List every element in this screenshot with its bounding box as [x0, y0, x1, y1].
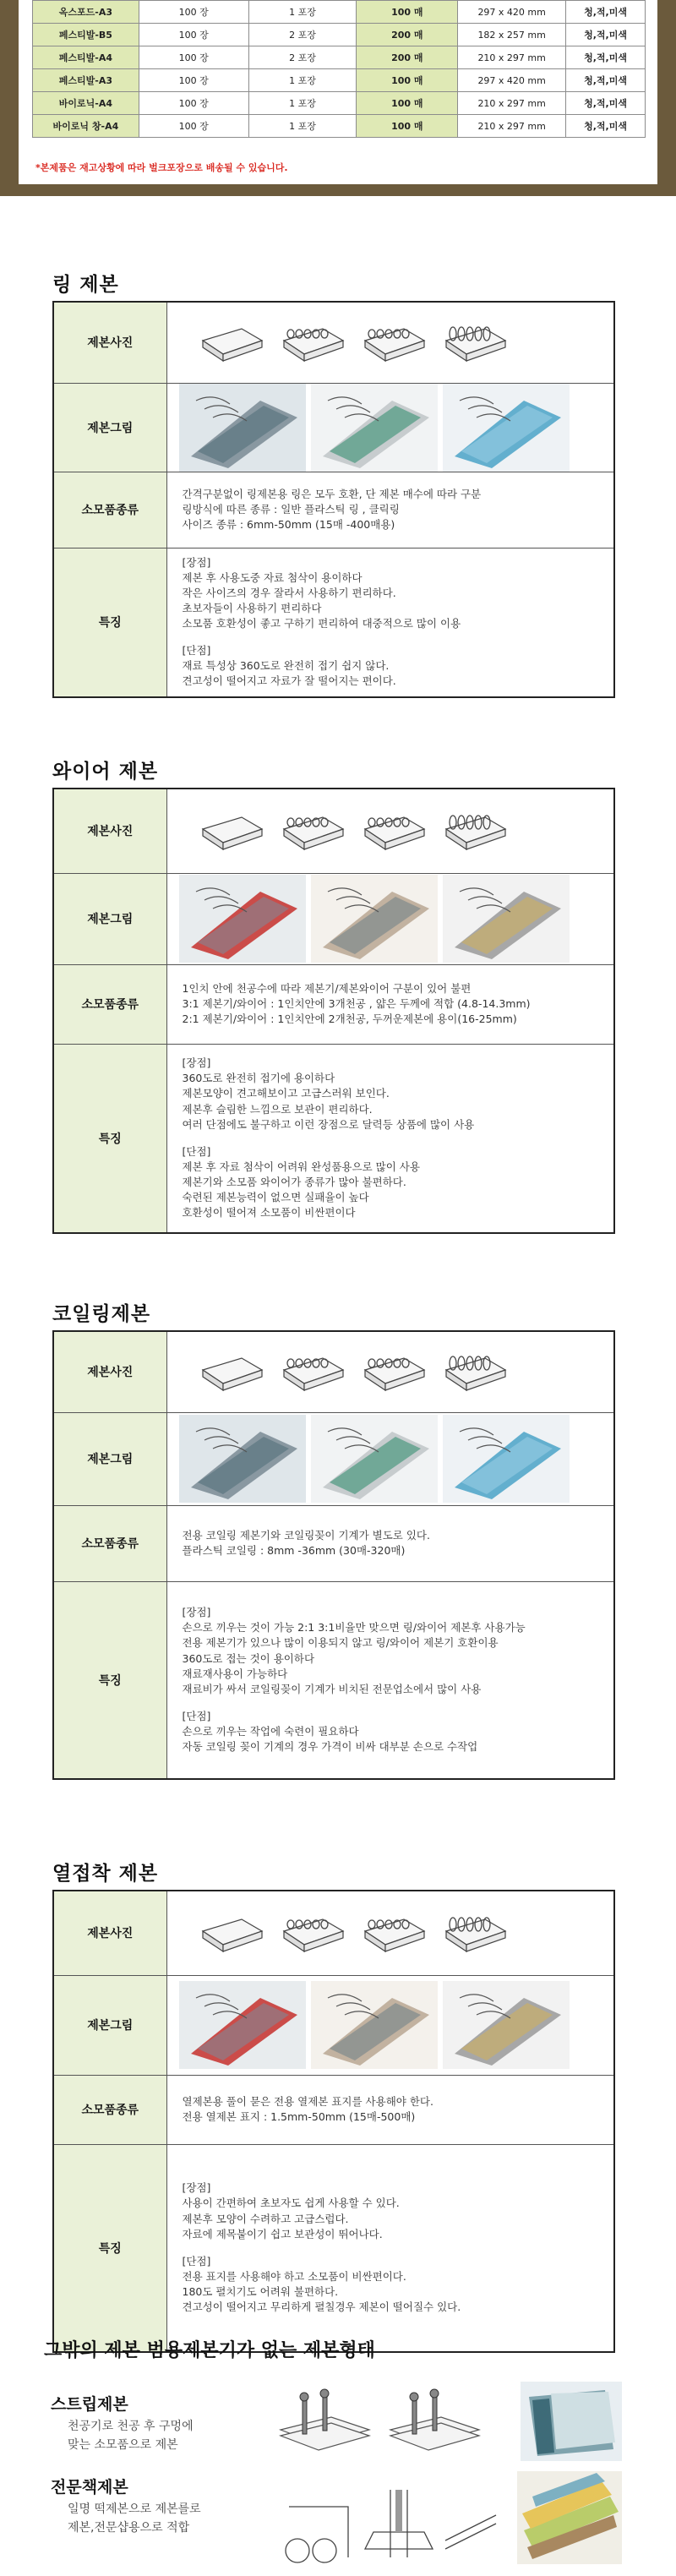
binding-step-icons	[167, 1348, 614, 1395]
product-name: 바이로닉 창-A4	[33, 115, 139, 138]
label-photo: 제본사진	[53, 789, 166, 873]
product-size: 210 x 297 mm	[458, 92, 566, 115]
product-qty: 100 장	[139, 24, 248, 46]
product-colors: 청,적,미색	[566, 115, 646, 138]
product-qty: 100 장	[139, 92, 248, 115]
binding-step-icon	[279, 319, 348, 366]
pros-line: 사용이 간편하여 초보자도 쉽게 사용할 수 있다.	[182, 2197, 400, 2210]
consumable-line: 3:1 제본기/와이어 : 1인치안에 3개천공 , 얇은 두께에 적합 (4.8-14.3mm)	[182, 996, 531, 1010]
pros-heading: [장점]	[182, 1606, 211, 1619]
product-row	[33, 24, 646, 46]
binding-photo	[311, 1415, 438, 1503]
pros-line: 제본모양이 견고해보이고 고급스러워 보인다.	[182, 1087, 390, 1100]
drawing-cell	[166, 1975, 614, 2075]
binding-photos	[167, 1981, 614, 2069]
strip-binding-illustration	[272, 2383, 483, 2459]
binding-info-table	[52, 788, 615, 1234]
cons-heading: [단점]	[182, 644, 211, 658]
binding-info-table	[52, 1890, 615, 2353]
binding-step-icon	[198, 319, 267, 366]
binding-step-icon	[360, 319, 429, 366]
binding-photo	[311, 384, 438, 472]
stock-notice: *본제품은 재고상황에 따라 벌크포장으로 배송될 수 있습니다.	[35, 162, 288, 173]
binding-photo	[443, 875, 570, 963]
binding-photos	[167, 384, 614, 472]
feature-text	[166, 1581, 614, 1779]
product-pack: 1 포장	[248, 92, 357, 115]
product-pack: 1 포장	[248, 1, 357, 24]
label-photo: 제본사진	[53, 302, 166, 383]
consumable-line: 열제본용 풀이 묻은 전용 열제본 표지를 사용해야 한다.	[182, 2094, 433, 2108]
drawing-cell	[166, 873, 614, 964]
binding-step-icon	[441, 1909, 510, 1957]
product-sheets: 100 매	[357, 92, 458, 115]
product-sheets: 100 매	[357, 69, 458, 92]
product-name: 옥스포드-A3	[33, 1, 139, 24]
product-table-panel	[0, 0, 676, 196]
cons-heading: [단점]	[182, 1709, 211, 1722]
product-pack: 1 포장	[248, 69, 357, 92]
binding-photo	[179, 875, 306, 963]
product-pack: 1 포장	[248, 115, 357, 138]
product-qty: 100 장	[139, 115, 248, 138]
spacer	[183, 2242, 599, 2254]
binding-step-icon	[441, 319, 510, 366]
binding-photo	[311, 875, 438, 963]
binding-step-icon	[279, 807, 348, 854]
row-drawing	[53, 383, 614, 472]
row-consumable	[53, 2075, 614, 2144]
row-consumable	[53, 964, 614, 1044]
consumable-line: 전용 코일링 제본기와 코일링꽂이 기계가 별도로 있다.	[182, 1528, 430, 1542]
product-size: 210 x 297 mm	[458, 46, 566, 69]
product-colors: 청,적,미색	[566, 92, 646, 115]
pros-line: 전용 제본기가 있으나 많이 이용되지 않고 링/와이어 제본기 호환이용	[182, 1636, 499, 1650]
product-row	[33, 92, 646, 115]
pros-line: 자료에 제목붙이기 쉽고 보관성이 뛰어나다.	[182, 2227, 383, 2240]
section-title: 코일링제본	[52, 1303, 151, 1325]
cons-line: 재료 특성상 360도로 완전히 접기 쉽지 않다.	[182, 659, 390, 673]
row-drawing	[53, 1412, 614, 1505]
consumable-text	[166, 2075, 614, 2144]
pros-line: 360도로 완전히 접기에 용이하다	[182, 1072, 335, 1085]
cons-line: 전용 표지를 사용해야 하고 소모품이 비싼편이다.	[182, 2269, 406, 2283]
pros-line: 재료재사용이 가능하다	[182, 1667, 288, 1680]
cons-line: 호환성이 떨어져 소모품이 비싼편이다	[182, 1206, 356, 1220]
product-row	[33, 115, 646, 138]
product-sheets: 200 매	[357, 46, 458, 69]
product-sheets: 100 매	[357, 115, 458, 138]
row-feature	[53, 1581, 614, 1779]
binding-step-icon	[279, 1909, 348, 1957]
row-photo	[53, 302, 614, 383]
product-name: 바이로닉-A4	[33, 92, 139, 115]
label-consumable: 소모품종류	[53, 472, 166, 548]
label-feature: 특징	[53, 548, 166, 697]
spacer	[183, 1697, 599, 1709]
cons-line: 180도 펼치기도 어려워 불편하다.	[182, 2285, 339, 2298]
feature-text	[166, 2144, 614, 2352]
pros-line: 제본후 모양이 수려하고 고급스럽다.	[182, 2212, 349, 2225]
feature-text	[166, 1044, 614, 1233]
pros-line: 360도로 접는 것이 용이하다	[182, 1651, 315, 1665]
spacer	[183, 1132, 599, 1144]
pros-heading: [장점]	[182, 2181, 211, 2195]
pros-heading: [장점]	[182, 555, 211, 569]
section-title: 링 제본	[52, 274, 119, 296]
binding-step-icon	[198, 1348, 267, 1395]
product-size: 297 x 420 mm	[458, 1, 566, 24]
product-colors: 청,적,미색	[566, 24, 646, 46]
cons-line: 견고성이 떨어지고 무리하게 펼칠경우 제본이 떨어질수 있다.	[182, 2300, 461, 2314]
product-colors: 청,적,미색	[566, 1, 646, 24]
cons-line: 자동 코일링 꽂이 기계의 경우 가격이 비싸 대부분 손으로 수작업	[182, 1740, 478, 1754]
consumable-line: 사이즈 종류 : 6mm-50mm (15매 -400매용)	[182, 518, 395, 532]
photo-cell	[166, 302, 614, 383]
binding-info-table	[52, 1330, 615, 1780]
binding-step-icon	[441, 807, 510, 854]
binding-photo	[443, 1981, 570, 2069]
cons-heading: [단점]	[182, 2254, 211, 2268]
product-size: 210 x 297 mm	[458, 115, 566, 138]
binding-step-icons	[167, 1909, 614, 1957]
label-consumable: 소모품종류	[53, 2075, 166, 2144]
drawing-cell	[166, 383, 614, 472]
other-binding-title: 그밖의 제본 범용제본기가 없는 제본형태	[44, 2340, 375, 2361]
label-photo: 제본사진	[53, 1331, 166, 1412]
binding-photo	[311, 1981, 438, 2069]
binding-step-icons	[167, 807, 614, 854]
row-feature	[53, 2144, 614, 2352]
label-feature: 특징	[53, 2144, 166, 2352]
binding-photo	[443, 384, 570, 472]
product-qty: 100 장	[139, 1, 248, 24]
strip-binding-title: 스트립제본	[51, 2395, 128, 2414]
row-photo	[53, 789, 614, 873]
pros-heading: [장점]	[182, 1056, 211, 1070]
section-title: 와이어 제본	[52, 761, 159, 783]
label-consumable: 소모품종류	[53, 1505, 166, 1581]
pros-line: 작은 사이즈의 경우 잘라서 사용하기 편리하다.	[182, 586, 396, 599]
cons-line: 제본기와 소모품 와이어가 종류가 많아 불편하다.	[182, 1176, 406, 1188]
consumable-line: 플라스틱 코일링 : 8mm -36mm (30매-320매)	[182, 1544, 406, 1557]
row-photo	[53, 1891, 614, 1975]
photo-cell	[166, 1331, 614, 1412]
pros-line: 여러 단점에도 불구하고 이런 장점으로 달력등 상품에 많이 사용	[182, 1117, 475, 1131]
row-consumable	[53, 1505, 614, 1581]
consumable-text	[166, 1505, 614, 1581]
label-drawing: 제본그림	[53, 1412, 166, 1505]
label-drawing: 제본그림	[53, 383, 166, 472]
special-binding-illustration	[272, 2473, 500, 2566]
binding-step-icon	[360, 807, 429, 854]
special-binding-title: 전문책제본	[51, 2478, 128, 2497]
cons-line: 숙련된 제본능력이 없으면 실패율이 높다	[182, 1191, 369, 1204]
label-drawing: 제본그림	[53, 873, 166, 964]
product-colors: 청,적,미색	[566, 46, 646, 69]
photo-cell	[166, 789, 614, 873]
consumable-line: 1인치 안에 천공수에 따라 제본기/제본와이어 구분이 있어 불편	[182, 981, 472, 995]
label-photo: 제본사진	[53, 1891, 166, 1975]
binding-step-icon	[279, 1348, 348, 1395]
binding-photos	[167, 875, 614, 963]
consumable-line: 전용 열제본 표지 : 1.5mm-50mm (15매-500매)	[182, 2110, 416, 2123]
product-row	[33, 1, 646, 24]
product-sheets: 200 매	[357, 24, 458, 46]
feature-text	[166, 548, 614, 697]
strip-binding-photo	[521, 2382, 622, 2461]
binding-photos	[167, 1415, 614, 1503]
consumable-text	[166, 964, 614, 1044]
binding-photo	[179, 384, 306, 472]
product-row	[33, 69, 646, 92]
cons-line: 손으로 끼우는 작업에 숙련이 필요하다	[182, 1725, 359, 1738]
product-size: 297 x 420 mm	[458, 69, 566, 92]
binding-info-table	[52, 301, 615, 698]
row-drawing	[53, 873, 614, 964]
product-pack: 2 포장	[248, 24, 357, 46]
pros-line: 초보자들이 사용하기 편리하다	[182, 601, 322, 614]
binding-step-icon	[198, 1909, 267, 1957]
binding-photo	[179, 1415, 306, 1503]
pros-line: 제본 후 사용도중 자료 첨삭이 용이하다	[182, 570, 363, 584]
consumable-line: 2:1 제본기/와이어 : 1인치안에 2개천공, 두꺼운제본에 용이(16-25mm)	[182, 1012, 517, 1026]
label-consumable: 소모품종류	[53, 964, 166, 1044]
consumable-text	[166, 472, 614, 548]
cons-line: 견고성이 떨어지고 자료가 잘 떨어지는 편이다.	[182, 674, 396, 688]
product-name: 페스티발-B5	[33, 24, 139, 46]
pros-line: 제본후 슬림한 느낌으로 보관이 편리하다.	[182, 1102, 373, 1116]
product-pack: 2 포장	[248, 46, 357, 69]
special-binding-desc: 일명 떡제본으로 제본를로 제본,전문샵용으로 적합	[68, 2502, 201, 2535]
product-table	[32, 0, 646, 138]
section-title: 열접착 제본	[52, 1863, 159, 1885]
row-drawing	[53, 1975, 614, 2075]
consumable-line: 링방식에 따른 종류 : 일반 플라스틱 링 , 클릭링	[182, 502, 400, 516]
label-feature: 특징	[53, 1581, 166, 1779]
product-name: 페스티발-A3	[33, 69, 139, 92]
consumable-line: 간격구분없이 링제본용 링은 모두 호환, 단 제본 매수에 따라 구분	[182, 487, 482, 500]
pros-line: 소모품 호환성이 좋고 구하기 편리하여 대중적으로 많이 이용	[182, 617, 461, 630]
binding-step-icons	[167, 319, 614, 366]
pros-line: 손으로 끼우는 것이 가능 2:1 3:1비율만 맞으면 링/와이어 제본후 사용가능	[182, 1621, 526, 1635]
row-feature	[53, 1044, 614, 1233]
drawing-cell	[166, 1412, 614, 1505]
strip-binding-desc: 천공기로 천공 후 구멍에 맞는 소모품으로 제본	[68, 2420, 194, 2453]
product-qty: 100 장	[139, 46, 248, 69]
row-consumable	[53, 472, 614, 548]
row-photo	[53, 1331, 614, 1412]
product-row	[33, 46, 646, 69]
binding-photo	[443, 1415, 570, 1503]
binding-photo	[179, 1981, 306, 2069]
product-name: 페스티발-A4	[33, 46, 139, 69]
cons-line: 제본 후 자료 첨삭이 어려워 완성품용으로 많이 사용	[182, 1160, 420, 1173]
binding-step-icon	[360, 1348, 429, 1395]
binding-step-icon	[441, 1348, 510, 1395]
product-sheets: 100 매	[357, 1, 458, 24]
row-feature	[53, 548, 614, 697]
pros-line: 재료비가 싸서 코일링꽂이 기계가 비치된 전문업소에서 많이 사용	[182, 1682, 482, 1695]
special-binding-photo	[517, 2471, 622, 2564]
product-colors: 청,적,미색	[566, 69, 646, 92]
spacer	[183, 631, 599, 643]
product-qty: 100 장	[139, 69, 248, 92]
product-size: 182 x 257 mm	[458, 24, 566, 46]
binding-step-icon	[198, 807, 267, 854]
label-feature: 특징	[53, 1044, 166, 1233]
cons-heading: [단점]	[182, 1144, 211, 1158]
photo-cell	[166, 1891, 614, 1975]
label-drawing: 제본그림	[53, 1975, 166, 2075]
binding-step-icon	[360, 1909, 429, 1957]
